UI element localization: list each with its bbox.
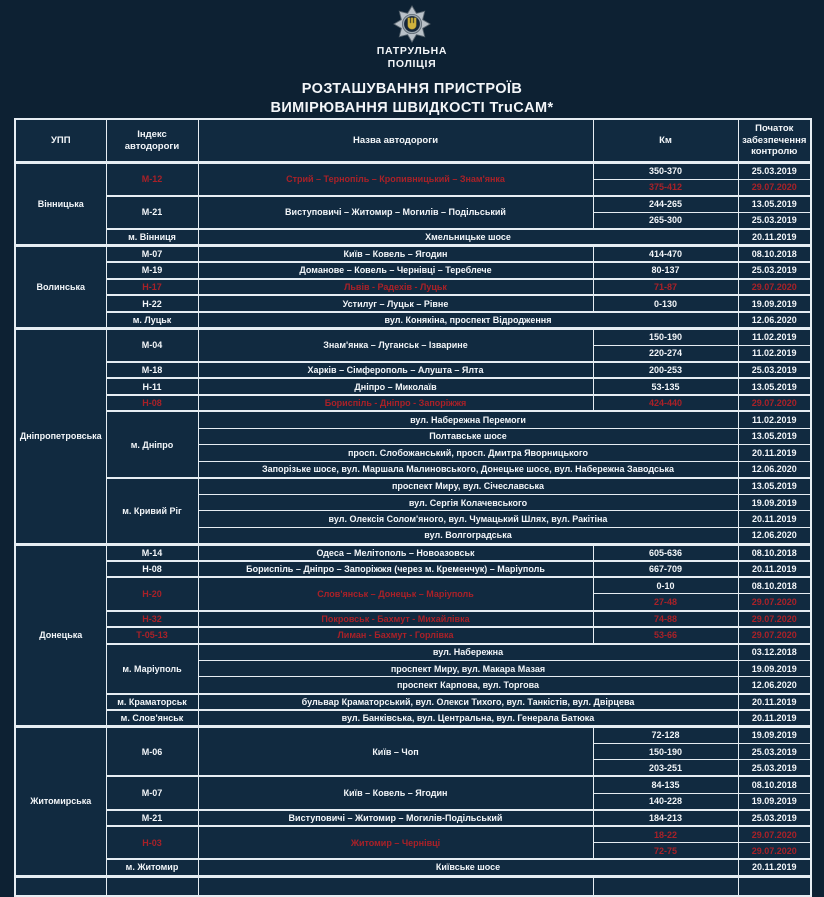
control-start-date-cell: 11.02.2019 <box>738 345 811 362</box>
table-row <box>15 776 811 793</box>
road-index-cell: Н-32 <box>106 611 198 628</box>
km-cell: 605-636 <box>593 544 738 561</box>
table-row <box>15 163 811 180</box>
road-index-cell: м. Луцьк <box>106 312 198 329</box>
road-name-cell: Устилуг – Луцьк – Рівне <box>198 295 593 312</box>
road-name-cell: Дніпро – Миколаїв <box>198 378 593 395</box>
control-start-date-cell: 20.11.2019 <box>738 694 811 711</box>
control-start-date-cell: 13.05.2019 <box>738 196 811 213</box>
road-index-cell: Н-08 <box>106 395 198 412</box>
road-index-cell: М-12 <box>106 163 198 196</box>
page-title-line2: ВИМІРЮВАННЯ ШВИДКОСТІ TruCAM* <box>270 99 554 116</box>
road-index-cell: Н-22 <box>106 295 198 312</box>
road-index-cell: м. Вінниця <box>106 229 198 246</box>
street-name-cell: Полтавське шосе <box>198 428 738 445</box>
upp-region-cell: Житомирська <box>15 727 106 876</box>
column-header: Індекс автодороги <box>106 119 198 163</box>
km-cell: 53-66 <box>593 627 738 644</box>
control-start-date-cell: 13.05.2019 <box>738 428 811 445</box>
road-index-cell: М-07 <box>106 776 198 809</box>
control-start-date-cell: 29.07.2020 <box>738 627 811 644</box>
road-index-cell: м. Маріуполь <box>106 644 198 694</box>
table-row <box>15 810 811 827</box>
table-row <box>15 478 811 495</box>
km-cell: 150-190 <box>593 743 738 760</box>
control-start-date-cell: 29.07.2020 <box>738 843 811 860</box>
table-row <box>15 710 811 727</box>
table-row <box>15 411 811 428</box>
km-cell: 72-75 <box>593 843 738 860</box>
road-name-cell: Покровськ - Бахмут - Михайлівка <box>198 611 593 628</box>
control-start-date-cell: 29.07.2020 <box>738 594 811 611</box>
street-name-cell: вул. Набережна Перемоги <box>198 411 738 428</box>
table-row-partial <box>15 876 811 896</box>
control-start-date-cell: 13.05.2019 <box>738 378 811 395</box>
cell <box>593 876 738 896</box>
page-title-line1: РОЗТАШУВАННЯ ПРИСТРОЇВ <box>301 81 523 97</box>
km-cell: 150-190 <box>593 328 738 345</box>
street-name-cell: Київське шосе <box>198 859 738 876</box>
km-cell: 74-88 <box>593 611 738 628</box>
column-header: Назва автодороги <box>198 119 593 163</box>
control-start-date-cell: 12.06.2020 <box>738 461 811 478</box>
road-name-cell: Стрий – Тернопіль – Кропивницький – Знам'янка <box>198 163 593 196</box>
km-cell: 220-274 <box>593 345 738 362</box>
control-start-date-cell: 29.07.2020 <box>738 611 811 628</box>
km-cell: 414-470 <box>593 245 738 262</box>
km-cell: 667-709 <box>593 561 738 578</box>
street-name-cell: вул. Конякіна, проспект Відродження <box>198 312 738 329</box>
road-index-cell: Т-05-13 <box>106 627 198 644</box>
table-row <box>15 727 811 744</box>
table-row <box>15 328 811 345</box>
table-body <box>15 163 811 897</box>
road-name-cell: Доманове – Ковель – Чернівці – Тереблече <box>198 262 593 279</box>
org-name-line1: ПАТРУЛЬНА <box>376 45 448 57</box>
table-row <box>15 395 811 412</box>
street-name-cell: вул. Волгоградська <box>198 528 738 545</box>
km-cell: 200-253 <box>593 362 738 379</box>
control-start-date-cell: 12.06.2020 <box>738 677 811 694</box>
table-row <box>15 362 811 379</box>
road-name-cell: Виступовичі – Житомир – Могилів-Подільський <box>198 810 593 827</box>
road-index-cell: М-14 <box>106 544 198 561</box>
control-start-date-cell: 29.07.2020 <box>738 826 811 843</box>
patrol-police-badge-icon <box>392 4 432 44</box>
control-start-date-cell: 03.12.2018 <box>738 644 811 661</box>
control-start-date-cell: 08.10.2018 <box>738 577 811 594</box>
km-cell: 0-130 <box>593 295 738 312</box>
road-index-cell: Н-17 <box>106 279 198 296</box>
km-cell: 184-213 <box>593 810 738 827</box>
table-row <box>15 262 811 279</box>
table-row <box>15 279 811 296</box>
control-start-date-cell: 25.03.2019 <box>738 760 811 777</box>
road-index-cell: Н-03 <box>106 826 198 859</box>
road-name-cell: Слов'янськ – Донецьк – Маріуполь <box>198 577 593 610</box>
table-row <box>15 644 811 661</box>
table-row <box>15 295 811 312</box>
table-header <box>15 119 811 163</box>
table-row <box>15 577 811 594</box>
street-name-cell: вул. Банківська, вул. Центральна, вул. Генерала Батюка <box>198 710 738 727</box>
km-cell: 350-370 <box>593 163 738 180</box>
upp-region-cell: Волинська <box>15 245 106 328</box>
control-start-date-cell: 29.07.2020 <box>738 279 811 296</box>
control-start-date-cell: 11.02.2019 <box>738 411 811 428</box>
table-row <box>15 611 811 628</box>
trident-icon <box>408 18 416 29</box>
org-name <box>0 45 824 71</box>
road-index-cell: Н-08 <box>106 561 198 578</box>
org-name-line2: ПОЛІЦІЯ <box>387 58 437 70</box>
road-index-cell: М-18 <box>106 362 198 379</box>
control-start-date-cell: 29.07.2020 <box>738 179 811 196</box>
control-start-date-cell: 20.11.2019 <box>738 710 811 727</box>
table-row <box>15 694 811 711</box>
road-index-cell: м. Дніпро <box>106 411 198 477</box>
control-start-date-cell: 19.09.2019 <box>738 793 811 810</box>
road-name-cell: Київ – Ковель – Ягодин <box>198 776 593 809</box>
table-row <box>15 378 811 395</box>
road-index-cell: М-19 <box>106 262 198 279</box>
table-row <box>15 229 811 246</box>
road-index-cell: М-21 <box>106 810 198 827</box>
km-cell: 84-135 <box>593 776 738 793</box>
control-start-date-cell: 20.11.2019 <box>738 511 811 528</box>
upp-region-cell: Вінницька <box>15 163 106 246</box>
table-row <box>15 561 811 578</box>
road-index-cell: м. Слов'янськ <box>106 710 198 727</box>
column-header: Початок забезпечення контролю <box>738 119 811 163</box>
column-header: Км <box>593 119 738 163</box>
road-name-cell: Львів - Радехів - Луцьк <box>198 279 593 296</box>
road-index-cell: М-06 <box>106 727 198 777</box>
cell <box>738 876 811 896</box>
street-name-cell: вул. Набережна <box>198 644 738 661</box>
street-name-cell: бульвар Краматорський, вул. Олекси Тихого, вул. Танкістів, вул. Двірцева <box>198 694 738 711</box>
table-header-row <box>15 119 811 163</box>
km-cell: 265-300 <box>593 212 738 229</box>
km-cell: 424-440 <box>593 395 738 412</box>
road-name-cell: Знам'янка – Луганськ – Ізварине <box>198 328 593 361</box>
control-start-date-cell: 20.11.2019 <box>738 859 811 876</box>
km-cell: 203-251 <box>593 760 738 777</box>
km-cell: 244-265 <box>593 196 738 213</box>
control-start-date-cell: 25.03.2019 <box>738 810 811 827</box>
control-start-date-cell: 08.10.2018 <box>738 776 811 793</box>
road-name-cell: Лиман - Бахмут - Горлівка <box>198 627 593 644</box>
control-start-date-cell: 08.10.2018 <box>738 544 811 561</box>
road-index-cell: м. Житомир <box>106 859 198 876</box>
km-cell: 0-10 <box>593 577 738 594</box>
km-cell: 72-128 <box>593 727 738 744</box>
control-start-date-cell: 12.06.2020 <box>738 528 811 545</box>
road-name-cell: Харків – Сімферополь – Алушта – Ялта <box>198 362 593 379</box>
road-name-cell: Бориспіль – Дніпро – Запоріжжя (через м. Кременчук) – Маріуполь <box>198 561 593 578</box>
table-row <box>15 312 811 329</box>
road-index-cell: М-07 <box>106 245 198 262</box>
road-name-cell: Одеса – Мелітополь – Новоазовськ <box>198 544 593 561</box>
control-start-date-cell: 25.03.2019 <box>738 743 811 760</box>
street-name-cell: проспект Миру, вул. Січеславська <box>198 478 738 495</box>
control-start-date-cell: 25.03.2019 <box>738 163 811 180</box>
road-name-cell: Бориспіль - Дніпро - Запоріжжя <box>198 395 593 412</box>
street-name-cell: вул. Сергія Колачевського <box>198 494 738 511</box>
table-row <box>15 544 811 561</box>
km-cell: 71-87 <box>593 279 738 296</box>
control-start-date-cell: 25.03.2019 <box>738 362 811 379</box>
control-start-date-cell: 29.07.2020 <box>738 395 811 412</box>
street-name-cell: Запорізьке шосе, вул. Маршала Малиновського, Донецьке шосе, вул. Набережна Заводська <box>198 461 738 478</box>
road-index-cell: м. Кривий Ріг <box>106 478 198 544</box>
road-name-cell: Київ – Ковель – Ягодин <box>198 245 593 262</box>
control-start-date-cell: 20.11.2019 <box>738 229 811 246</box>
road-name-cell: Житомир – Чернівці <box>198 826 593 859</box>
control-start-date-cell: 08.10.2018 <box>738 245 811 262</box>
control-start-date-cell: 11.02.2019 <box>738 328 811 345</box>
upp-region-cell: Дніпропетровська <box>15 328 106 544</box>
table-row <box>15 196 811 213</box>
control-start-date-cell: 25.03.2019 <box>738 262 811 279</box>
table-row <box>15 826 811 843</box>
cell <box>15 876 106 896</box>
control-start-date-cell: 19.09.2019 <box>738 660 811 677</box>
page-header <box>0 0 824 117</box>
km-cell: 27-48 <box>593 594 738 611</box>
control-start-date-cell: 12.06.2020 <box>738 312 811 329</box>
upp-region-cell: Донецька <box>15 544 106 727</box>
km-cell: 80-137 <box>593 262 738 279</box>
control-start-date-cell: 13.05.2019 <box>738 478 811 495</box>
road-index-cell: М-04 <box>106 328 198 361</box>
km-cell: 53-135 <box>593 378 738 395</box>
control-start-date-cell: 19.09.2019 <box>738 494 811 511</box>
km-cell: 375-412 <box>593 179 738 196</box>
page-title <box>0 80 824 117</box>
trucam-locations-table <box>14 118 812 897</box>
km-cell: 140-228 <box>593 793 738 810</box>
km-cell: 18-22 <box>593 826 738 843</box>
column-header: УПП <box>15 119 106 163</box>
street-name-cell: Хмельницьке шосе <box>198 229 738 246</box>
road-index-cell: Н-20 <box>106 577 198 610</box>
road-index-cell: М-21 <box>106 196 198 229</box>
table-row <box>15 627 811 644</box>
control-start-date-cell: 25.03.2019 <box>738 212 811 229</box>
table-row <box>15 859 811 876</box>
street-name-cell: проспект Миру, вул. Макара Мазая <box>198 660 738 677</box>
road-name-cell: Виступовичі – Житомир – Могилів – Подільський <box>198 196 593 229</box>
cell <box>198 876 593 896</box>
table-row <box>15 245 811 262</box>
control-start-date-cell: 19.09.2019 <box>738 295 811 312</box>
street-name-cell: вул. Олексія Солом'яного, вул. Чумацький Шлях, вул. Ракітіна <box>198 511 738 528</box>
control-start-date-cell: 19.09.2019 <box>738 727 811 744</box>
control-start-date-cell: 20.11.2019 <box>738 445 811 462</box>
road-name-cell: Київ – Чоп <box>198 727 593 777</box>
street-name-cell: проспект Карпова, вул. Торгова <box>198 677 738 694</box>
street-name-cell: просп. Слобожанський, просп. Дмитра Яворницького <box>198 445 738 462</box>
road-index-cell: Н-11 <box>106 378 198 395</box>
road-index-cell: м. Краматорськ <box>106 694 198 711</box>
control-start-date-cell: 20.11.2019 <box>738 561 811 578</box>
cell <box>106 876 198 896</box>
